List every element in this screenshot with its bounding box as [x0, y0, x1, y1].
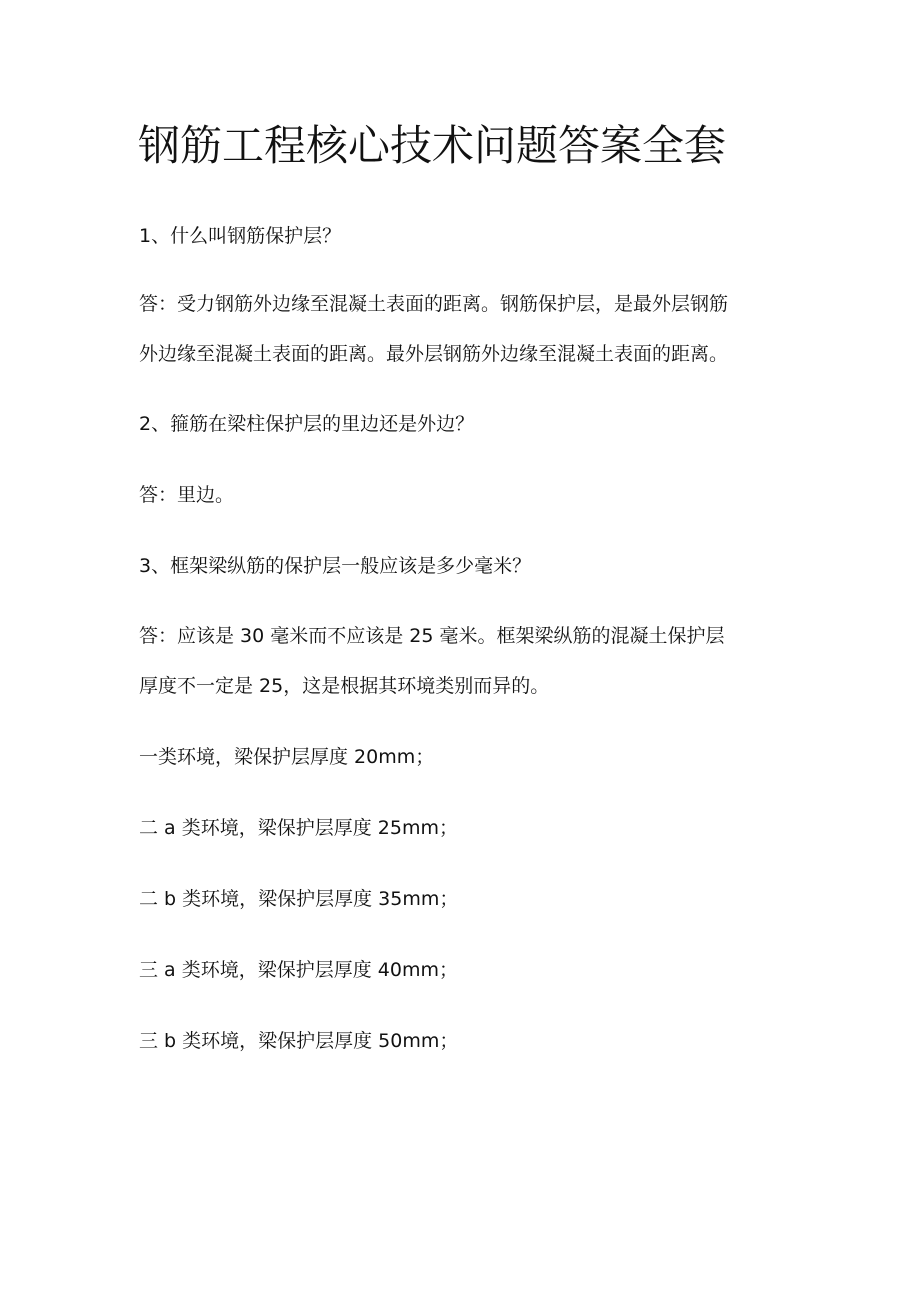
answer-1-line-2: 外边缘至混凝土表面的距离。最外层钢筋外边缘至混凝土表面的距离。	[139, 343, 729, 365]
question-1: 1、什么叫钢筋保护层？	[139, 225, 342, 247]
answer-1-line-1: 答：受力钢筋外边缘至混凝土表面的距离。钢筋保护层，是最外层钢筋	[139, 293, 729, 315]
question-3: 3、框架梁纵筋的保护层一般应该是多少毫米？	[139, 555, 532, 577]
answer-3-line-1: 答：应该是 30 毫米而不应该是 25 毫米。框架梁纵筋的混凝土保护层	[139, 625, 725, 647]
environment-class-2a: 二 a 类环境，梁保护层厚度 25mm；	[139, 817, 458, 839]
environment-class-1: 一类环境，梁保护层厚度 20mm；	[139, 746, 435, 768]
answer-2: 答：里边。	[139, 484, 235, 506]
question-2: 2、箍筋在梁柱保护层的里边还是外边？	[139, 413, 475, 435]
document-title: 钢筋工程核心技术问题答案全套	[138, 121, 727, 170]
environment-class-3b: 三 b 类环境，梁保护层厚度 50mm；	[139, 1030, 459, 1052]
answer-3-line-2: 厚度不一定是 25，这是根据其环境类别而异的。	[139, 675, 550, 697]
environment-class-3a: 三 a 类环境，梁保护层厚度 40mm；	[139, 959, 458, 981]
environment-class-2b: 二 b 类环境，梁保护层厚度 35mm；	[139, 888, 459, 910]
